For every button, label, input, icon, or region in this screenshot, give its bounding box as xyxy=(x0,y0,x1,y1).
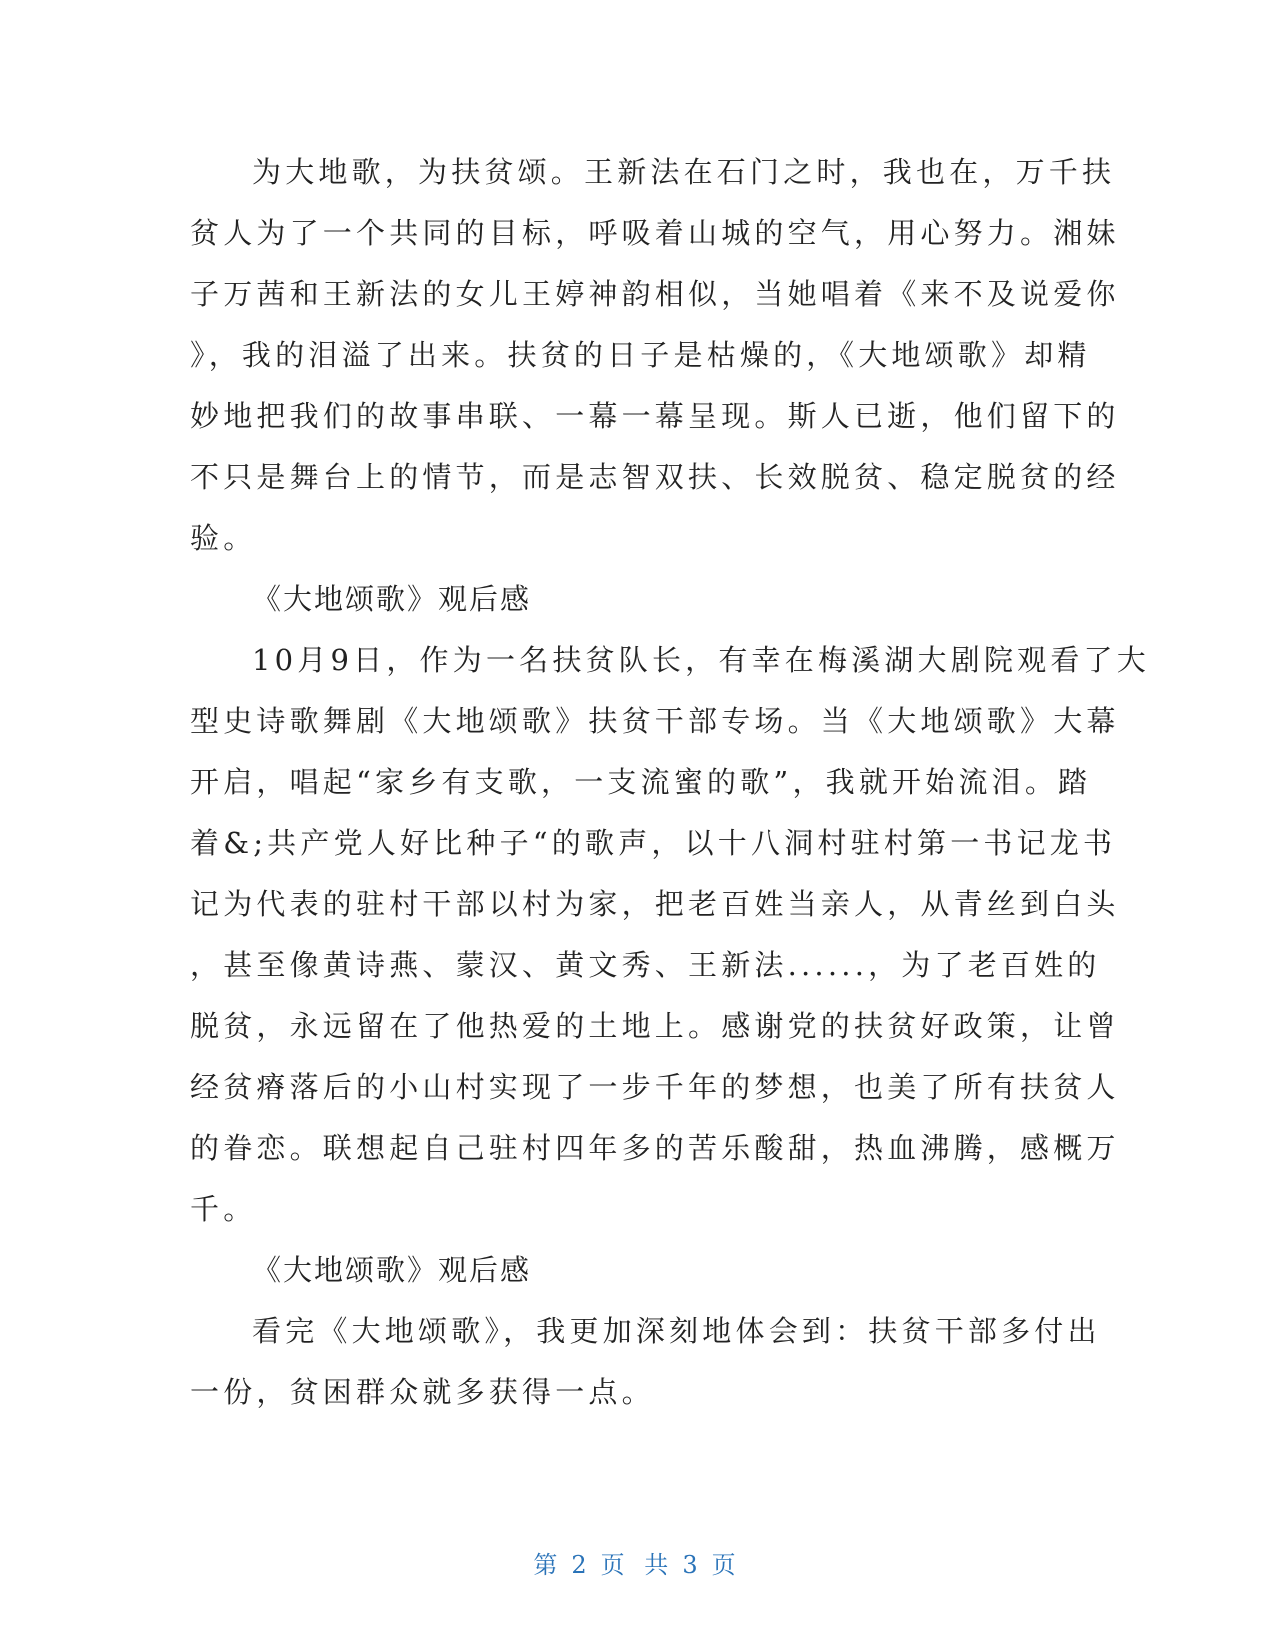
paragraph-line: 开启，唱起“家乡有支歌，一支流蜜的歌”，我就开始流泪。踏 xyxy=(190,765,1092,799)
paragraph-line: 着&;共产党人好比种子“的歌声，以十八洞村驻村第一书记龙书 xyxy=(190,826,1117,860)
paragraph-line: 不只是舞台上的情节，而是志智双扶、长效脱贫、稳定脱贫的经 xyxy=(190,460,1120,494)
paragraph-line: 记为代表的驻村干部以村为家，把老百姓当亲人，从青丝到白头 xyxy=(190,887,1120,921)
footer-middle: 页 共 xyxy=(600,1551,675,1579)
footer-prefix: 第 xyxy=(533,1551,564,1579)
footer-total-pages: 3 xyxy=(682,1551,704,1579)
paragraph-line: 》，我的泪溢了出来。扶贫的日子是枯燥的，《大地颂歌》却精 xyxy=(190,338,1091,372)
paragraph-2 xyxy=(190,630,1150,1240)
paragraph-line: 的眷恋。联想起自己驻村四年多的苦乐酸甜，热血沸腾，感概万 xyxy=(190,1131,1120,1165)
paragraph-line: 验。 xyxy=(190,521,257,555)
paragraph-line: 经贫瘠落后的小山村实现了一步千年的梦想，也美了所有扶贫人 xyxy=(190,1070,1120,1104)
paragraph-line: 脱贫，永远留在了他热爱的土地上。感谢党的扶贫好政策，让曾 xyxy=(190,1009,1120,1043)
footer-suffix: 页 xyxy=(711,1551,742,1579)
document-body xyxy=(190,142,1150,1423)
paragraph-line: 子万茜和王新法的女儿王婷神韵相似，当她唱着《来不及说爱你 xyxy=(190,277,1120,311)
section-heading-2: 《大地颂歌》观后感 xyxy=(252,1253,532,1287)
paragraph-line: 为大地歌，为扶贫颂。王新法在石门之时，我也在，万千扶 xyxy=(252,155,1116,189)
paragraph-line: 型史诗歌舞剧《大地颂歌》扶贫干部专场。当《大地颂歌》大幕 xyxy=(190,704,1120,738)
footer-current-page: 2 xyxy=(571,1551,593,1579)
paragraph-line: ，甚至像黄诗燕、蒙汉、黄文秀、王新法......，为了老百姓的 xyxy=(190,948,1101,982)
paragraph-line: 一份，贫困群众就多获得一点。 xyxy=(190,1375,655,1409)
paragraph-line: 看完《大地颂歌》，我更加深刻地体会到：扶贫干部多付出 xyxy=(252,1314,1101,1348)
section-heading-1: 《大地颂歌》观后感 xyxy=(252,582,532,616)
paragraph-line: 妙地把我们的故事串联、一幕一幕呈现。斯人已逝，他们留下的 xyxy=(190,399,1120,433)
paragraph-line: 千。 xyxy=(190,1192,257,1226)
paragraph-3 xyxy=(190,1301,1101,1423)
paragraph-line: 10月9日，作为一名扶贫队长，有幸在梅溪湖大剧院观看了大 xyxy=(252,643,1150,677)
paragraph-1 xyxy=(190,142,1120,569)
page-footer xyxy=(0,1545,1275,1580)
paragraph-line: 贫人为了一个共同的目标，呼吸着山城的空气，用心努力。湘妹 xyxy=(190,216,1120,250)
